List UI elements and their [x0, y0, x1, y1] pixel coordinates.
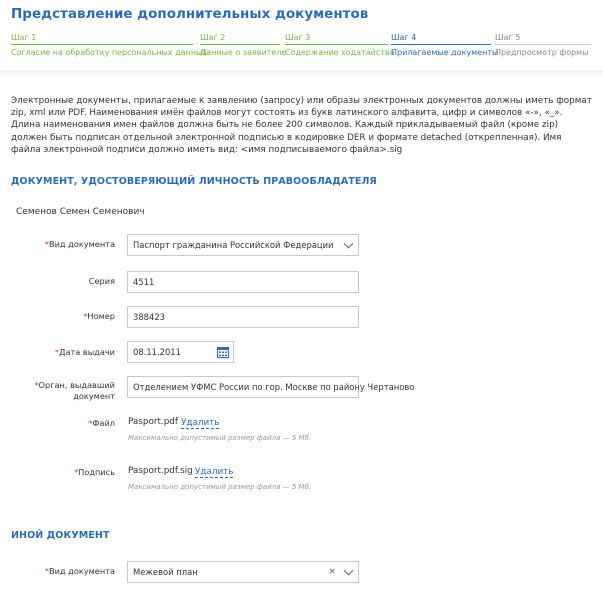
step-5-number: Шаг 5 [495, 33, 521, 42]
series-label: Серия [88, 276, 115, 286]
file-name: Pasport.pdf [128, 417, 178, 427]
clear-icon[interactable]: × [328, 567, 336, 577]
file-label: *Файл [88, 418, 115, 428]
doc-type-value: Паспорт гражданина Российской Федерации [133, 240, 334, 250]
signature-delete-link[interactable]: Удалить [195, 467, 234, 477]
issue-date-input[interactable] [127, 341, 234, 363]
step-5[interactable] [495, 33, 589, 57]
signature-file-name: Pasport.pdf.sig [128, 466, 193, 476]
signature-label: *Подпись [74, 467, 115, 477]
signature-size-hint: Максимально допустимый размер файла — 5 Мб. [128, 483, 312, 491]
step-2-bar [200, 44, 280, 45]
step-1-label: Согласие на обработку персональных данных [11, 48, 208, 57]
issuer-input[interactable]: Отделением УФМС России по гор. Москве по району Чертаново [127, 376, 359, 398]
chevron-down-icon [344, 239, 354, 249]
chevron-down-icon [344, 566, 354, 576]
step-4-number: Шаг 4 [391, 33, 417, 42]
step-3[interactable] [285, 33, 395, 57]
step-4-label: Прилагаемые документы [391, 48, 499, 57]
other-doc-type-value: Межевой план [133, 567, 198, 577]
step-2[interactable] [200, 33, 286, 57]
series-input[interactable]: 4511 [127, 271, 359, 293]
other-doc-type-label: *Вид документа [44, 566, 115, 576]
step-1-bar [11, 44, 193, 45]
step-4-bar [391, 44, 491, 45]
step-5-label: Предпросмотр формы [495, 48, 589, 57]
number-input[interactable]: 388423 [127, 306, 359, 328]
step-4[interactable] [391, 33, 498, 57]
doc-type-select[interactable] [127, 234, 359, 256]
owner-name: Семенов Семен Семенович [16, 207, 145, 217]
other-doc-type-select[interactable] [127, 561, 359, 583]
file-delete-link[interactable]: Удалить [181, 418, 220, 428]
issuer-label: *Орган, выдавший документ [34, 380, 115, 401]
step-1-number: Шаг 1 [11, 33, 37, 42]
step-3-number: Шаг 3 [285, 33, 311, 42]
header-divider [0, 70, 603, 78]
step-5-bar [495, 44, 591, 45]
page-title: Представление дополнительных документов [11, 6, 369, 22]
section-identity-title: ДОКУМЕНТ, УДОСТОВЕРЯЮЩИЙ ЛИЧНОСТЬ ПРАВООБЛАДАТЕЛЯ [11, 176, 377, 187]
step-2-label: Данные о заявителе [200, 48, 287, 57]
doc-type-label: *Вид документа [44, 239, 115, 249]
step-1[interactable] [11, 33, 207, 57]
issue-date-label: *Дата выдачи [54, 347, 115, 357]
calendar-icon[interactable] [217, 346, 229, 358]
issue-date-value: 08.11.2011 [133, 347, 181, 357]
section-other-title: ИНОЙ ДОКУМЕНТ [11, 530, 110, 541]
file-size-hint: Максимально допустимый размер файла — 5 Мб. [128, 434, 312, 442]
wizard-steps [11, 33, 591, 63]
step-3-bar [285, 44, 388, 45]
required-mark: * [44, 239, 49, 249]
step-3-label: Содержание ходатайства [285, 48, 395, 57]
number-label: *Номер [83, 311, 115, 321]
intro-text: Электронные документы, прилагаемые к заявлению (запросу) или образы электронных документов должны иметь формат zip, xml или PDF. Наименования имён файлов могут состоять из букв латинского алфавита, цифр и символов «-», «_». Длина наименования имен файлов должна быть не более 200 символов. Каждый прикладываемый файл (кроме zip) должен быть подписан отдельной электронной подписью в кодировке DER и формате detached (открепленная). Имя файла электронной подписи должно иметь вид: <имя подписываемого файла>.sig [11, 96, 592, 155]
step-2-number: Шаг 2 [200, 33, 226, 42]
